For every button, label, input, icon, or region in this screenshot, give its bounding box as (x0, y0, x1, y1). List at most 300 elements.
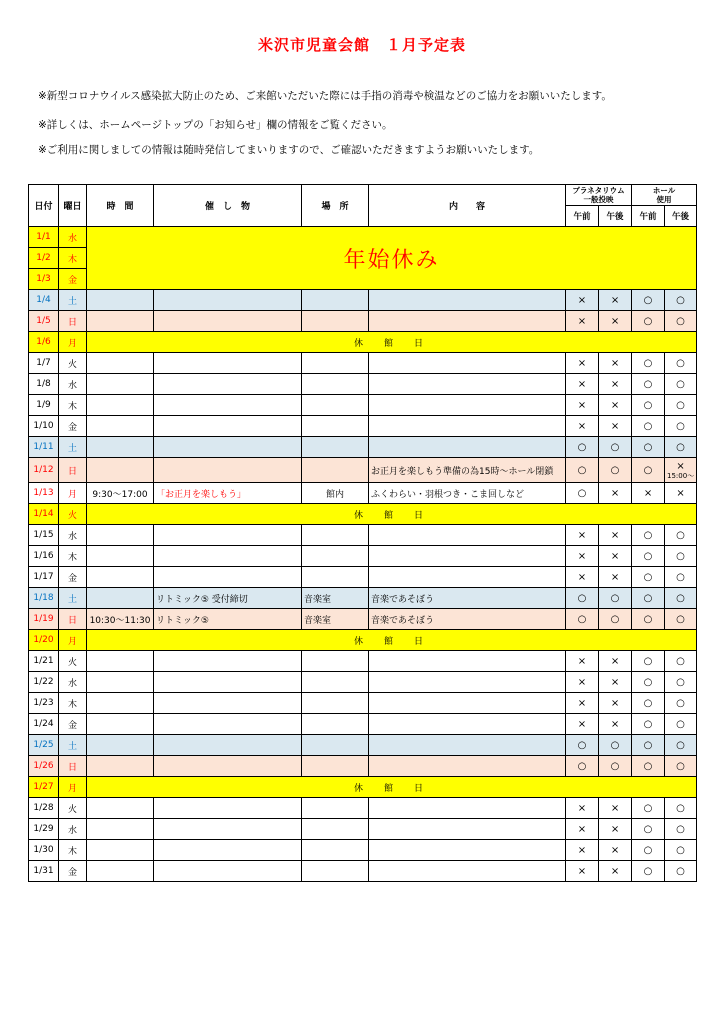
availability-mark (599, 840, 632, 861)
page-title: 米沢市児童会館 １月予定表 (257, 36, 466, 54)
availability-mark (665, 353, 697, 374)
row-time (87, 416, 154, 437)
table-row (29, 861, 697, 882)
availability-mark (665, 311, 697, 332)
availability-mark-value: ○ (610, 441, 620, 453)
row-event: リトミック⑤ 受付締切 (154, 588, 302, 609)
row-content (369, 567, 566, 588)
availability-mark (665, 693, 697, 714)
row-date: 1/26 (29, 756, 59, 777)
availability-mark (566, 735, 599, 756)
availability-mark (665, 798, 697, 819)
availability-mark-value: × (610, 655, 620, 667)
table-row (29, 777, 697, 798)
row-event: 「お正月を楽しもう」 (154, 483, 302, 504)
availability-mark (566, 374, 599, 395)
availability-mark-value: ○ (643, 315, 653, 327)
row-content (369, 437, 566, 458)
availability-mark (566, 651, 599, 672)
closed-day-label: 休 館 日 (87, 630, 697, 651)
availability-mark (566, 416, 599, 437)
header-weekday: 曜日 (59, 185, 87, 227)
availability-mark (566, 437, 599, 458)
row-content (369, 525, 566, 546)
row-content: 音楽であそぼう (369, 588, 566, 609)
row-content (369, 290, 566, 311)
row-date: 1/31 (29, 861, 59, 882)
header-hall-am: 午前 (632, 206, 665, 227)
row-time (87, 756, 154, 777)
availability-mark-value: × (577, 844, 587, 856)
row-date: 1/22 (29, 672, 59, 693)
row-place (302, 525, 369, 546)
availability-mark (599, 416, 632, 437)
availability-mark (665, 395, 697, 416)
row-content (369, 353, 566, 374)
availability-mark (632, 567, 665, 588)
availability-mark-value: ○ (676, 760, 685, 772)
row-time (87, 798, 154, 819)
availability-mark (632, 546, 665, 567)
table-row (29, 227, 697, 248)
table-row (29, 756, 697, 777)
table-row (29, 504, 697, 525)
availability-mark (632, 672, 665, 693)
availability-mark (599, 861, 632, 882)
availability-mark-value: ○ (610, 592, 620, 604)
row-date: 1/28 (29, 798, 59, 819)
availability-mark (599, 311, 632, 332)
row-time (87, 861, 154, 882)
row-event (154, 458, 302, 483)
row-weekday: 月 (59, 630, 87, 651)
availability-mark-value: ○ (643, 441, 653, 453)
availability-mark-value: ○ (643, 357, 653, 369)
availability-mark-value: ○ (676, 441, 685, 453)
table-row (29, 437, 697, 458)
availability-note: 15:00～ (667, 471, 695, 480)
row-content (369, 395, 566, 416)
table-row (29, 525, 697, 546)
availability-mark (566, 353, 599, 374)
availability-mark-value: ○ (610, 760, 620, 772)
row-date: 1/17 (29, 567, 59, 588)
row-place (302, 651, 369, 672)
row-weekday: 日 (59, 311, 87, 332)
row-date: 1/10 (29, 416, 59, 437)
availability-mark-value: ○ (643, 844, 653, 856)
availability-mark-value: × (643, 487, 653, 499)
row-place (302, 735, 369, 756)
availability-mark-value: × (577, 378, 587, 390)
row-time (87, 840, 154, 861)
availability-mark (632, 353, 665, 374)
availability-mark (632, 651, 665, 672)
row-date: 1/29 (29, 819, 59, 840)
row-weekday: 水 (59, 374, 87, 395)
table-row (29, 630, 697, 651)
table-row (29, 819, 697, 840)
row-weekday: 木 (59, 693, 87, 714)
availability-mark-value: ○ (577, 441, 587, 453)
row-date: 1/16 (29, 546, 59, 567)
row-weekday: 日 (59, 756, 87, 777)
availability-mark (599, 672, 632, 693)
row-time (87, 672, 154, 693)
row-content (369, 819, 566, 840)
row-event (154, 567, 302, 588)
table-row (29, 840, 697, 861)
availability-mark (566, 819, 599, 840)
availability-mark-value: ○ (643, 571, 653, 583)
table-row (29, 290, 697, 311)
availability-mark (566, 672, 599, 693)
availability-mark-value: ○ (643, 865, 653, 877)
availability-mark-value: × (610, 718, 620, 730)
row-content (369, 714, 566, 735)
row-weekday: 日 (59, 609, 87, 630)
availability-mark (665, 525, 697, 546)
row-date: 1/25 (29, 735, 59, 756)
row-date: 1/6 (29, 332, 59, 353)
row-weekday: 月 (59, 777, 87, 798)
row-content (369, 672, 566, 693)
row-event (154, 840, 302, 861)
row-event (154, 374, 302, 395)
availability-mark-value: ○ (577, 760, 587, 772)
row-weekday: 火 (59, 353, 87, 374)
availability-mark-value: ○ (643, 676, 653, 688)
availability-mark-value: × (676, 487, 685, 499)
row-weekday: 土 (59, 588, 87, 609)
row-weekday: 金 (59, 416, 87, 437)
availability-mark-value: × (577, 718, 587, 730)
availability-mark-value: ○ (676, 571, 685, 583)
row-content (369, 546, 566, 567)
availability-mark-value: × (577, 357, 587, 369)
schedule-table (28, 184, 697, 882)
availability-mark-value: ○ (676, 378, 685, 390)
availability-mark (566, 290, 599, 311)
availability-mark (665, 735, 697, 756)
availability-mark (665, 416, 697, 437)
table-row (29, 798, 697, 819)
row-event (154, 714, 302, 735)
availability-mark-value: ○ (676, 357, 685, 369)
availability-mark-value: × (610, 315, 620, 327)
row-place (302, 395, 369, 416)
row-date: 1/1 (29, 227, 59, 248)
availability-mark-value: × (610, 357, 620, 369)
availability-mark (599, 437, 632, 458)
availability-mark-value: ○ (676, 718, 685, 730)
row-weekday: 火 (59, 798, 87, 819)
availability-mark-value: × (577, 420, 587, 432)
availability-mark-value: × (610, 550, 620, 562)
table-row (29, 353, 697, 374)
availability-mark-value: × (610, 571, 620, 583)
row-date: 1/14 (29, 504, 59, 525)
row-event (154, 651, 302, 672)
availability-mark-value: × (610, 676, 620, 688)
row-content (369, 693, 566, 714)
availability-mark-value: × (610, 529, 620, 541)
row-place (302, 798, 369, 819)
row-content (369, 651, 566, 672)
availability-mark (599, 693, 632, 714)
row-date: 1/21 (29, 651, 59, 672)
availability-mark-value: × (610, 802, 620, 814)
row-weekday: 土 (59, 735, 87, 756)
availability-mark-value: ○ (577, 613, 587, 625)
availability-mark (632, 798, 665, 819)
availability-mark (599, 714, 632, 735)
table-row (29, 458, 697, 483)
availability-mark (599, 458, 632, 483)
availability-mark (632, 840, 665, 861)
row-time (87, 353, 154, 374)
availability-mark-value: ○ (643, 739, 653, 751)
table-row (29, 588, 697, 609)
table-row (29, 714, 697, 735)
row-weekday: 木 (59, 840, 87, 861)
row-date: 1/5 (29, 311, 59, 332)
availability-mark (566, 798, 599, 819)
availability-mark-value: ○ (676, 655, 685, 667)
availability-mark-value: × (610, 823, 620, 835)
availability-mark (566, 546, 599, 567)
availability-mark-value: × (610, 378, 620, 390)
availability-mark (599, 567, 632, 588)
row-weekday: 金 (59, 269, 87, 290)
schedule-body (29, 227, 697, 882)
availability-mark-value: × (610, 844, 620, 856)
availability-mark (665, 374, 697, 395)
row-content: お正月を楽しもう準備の為15時～ホール閉鎖 (369, 458, 566, 483)
availability-mark (632, 374, 665, 395)
row-place (302, 437, 369, 458)
availability-mark (632, 458, 665, 483)
availability-mark (566, 693, 599, 714)
row-date: 1/12 (29, 458, 59, 483)
availability-mark (665, 437, 697, 458)
availability-mark (599, 525, 632, 546)
row-weekday: 木 (59, 395, 87, 416)
row-weekday: 火 (59, 651, 87, 672)
row-content: 音楽であそぼう (369, 609, 566, 630)
availability-mark-value: × (577, 315, 587, 327)
availability-mark-value: ○ (676, 294, 685, 306)
availability-mark-value: × (610, 420, 620, 432)
header-planetarium-pm: 午後 (599, 206, 632, 227)
row-event (154, 525, 302, 546)
row-event (154, 395, 302, 416)
row-event: リトミック⑤ (154, 609, 302, 630)
availability-mark (566, 525, 599, 546)
notice-line: ※ご利用に関しましての情報は随時発信してまいりますので、ご確認いただきますようお願いいたします。 (38, 144, 540, 156)
row-date: 1/7 (29, 353, 59, 374)
availability-mark (665, 651, 697, 672)
row-weekday: 日 (59, 458, 87, 483)
row-time (87, 458, 154, 483)
header-time: 時 間 (87, 185, 154, 227)
row-content (369, 374, 566, 395)
header-content: 内 容 (369, 185, 566, 227)
row-time (87, 588, 154, 609)
row-event (154, 353, 302, 374)
row-date: 1/3 (29, 269, 59, 290)
availability-mark-value: ○ (676, 676, 685, 688)
row-event (154, 735, 302, 756)
header-event: 催 し 物 (154, 185, 302, 227)
availability-mark-value: ○ (577, 592, 587, 604)
availability-mark (632, 311, 665, 332)
availability-mark-value: ○ (676, 802, 685, 814)
header-hall: ホール 使用 (632, 185, 697, 206)
availability-mark-value: ○ (643, 294, 653, 306)
availability-mark-value: × (610, 487, 620, 499)
row-place (302, 819, 369, 840)
row-place (302, 374, 369, 395)
row-date: 1/13 (29, 483, 59, 504)
header-planetarium-am: 午前 (566, 206, 599, 227)
availability-mark (599, 651, 632, 672)
availability-mark-value: ○ (643, 592, 653, 604)
table-row (29, 735, 697, 756)
row-place (302, 840, 369, 861)
row-weekday: 火 (59, 504, 87, 525)
availability-mark (566, 483, 599, 504)
availability-mark-value: × (577, 529, 587, 541)
table-row (29, 672, 697, 693)
row-event (154, 437, 302, 458)
availability-mark-value: ○ (676, 529, 685, 541)
availability-mark (632, 483, 665, 504)
row-date: 1/11 (29, 437, 59, 458)
availability-mark (599, 798, 632, 819)
availability-mark-value: × (610, 399, 620, 411)
availability-mark-value: ○ (577, 739, 587, 751)
availability-mark (665, 458, 697, 483)
table-row (29, 395, 697, 416)
availability-mark-value: × (577, 399, 587, 411)
row-event (154, 311, 302, 332)
availability-mark-value: ○ (676, 550, 685, 562)
availability-mark (599, 483, 632, 504)
availability-mark (599, 546, 632, 567)
row-date: 1/23 (29, 693, 59, 714)
row-place (302, 861, 369, 882)
table-row (29, 546, 697, 567)
row-place (302, 546, 369, 567)
availability-mark (566, 714, 599, 735)
notice-line: ※詳しくは、ホームページトップの「お知らせ」欄の情報をご覧ください。 (38, 119, 393, 131)
new-year-holiday-label: 年始休み (87, 227, 697, 290)
availability-mark (632, 416, 665, 437)
row-time (87, 567, 154, 588)
row-place (302, 672, 369, 693)
availability-mark (599, 588, 632, 609)
availability-mark-value: ○ (676, 315, 685, 327)
availability-mark-value: ○ (610, 739, 620, 751)
row-weekday: 木 (59, 248, 87, 269)
availability-mark-value: ○ (610, 613, 620, 625)
row-weekday: 金 (59, 861, 87, 882)
availability-mark (665, 819, 697, 840)
availability-mark (599, 735, 632, 756)
row-place: 音楽室 (302, 609, 369, 630)
row-content: ふくわらい・羽根つき・こま回しなど (369, 483, 566, 504)
row-weekday: 木 (59, 546, 87, 567)
row-content (369, 861, 566, 882)
row-weekday: 金 (59, 567, 87, 588)
availability-mark-value: ○ (643, 399, 653, 411)
availability-mark (566, 588, 599, 609)
row-place (302, 416, 369, 437)
availability-mark (599, 609, 632, 630)
availability-mark-value: × (577, 802, 587, 814)
availability-mark (632, 693, 665, 714)
row-date: 1/15 (29, 525, 59, 546)
table-row (29, 567, 697, 588)
row-weekday: 水 (59, 525, 87, 546)
availability-mark-value: ○ (643, 655, 653, 667)
availability-mark (665, 290, 697, 311)
row-time (87, 311, 154, 332)
header-planetarium: プラネタリウム 一般投映 (566, 185, 632, 206)
row-date: 1/2 (29, 248, 59, 269)
availability-mark-value: ○ (643, 464, 653, 476)
row-event (154, 416, 302, 437)
availability-mark-value: × (610, 697, 620, 709)
row-place (302, 567, 369, 588)
availability-mark-value: ○ (676, 739, 685, 751)
availability-mark (599, 395, 632, 416)
availability-mark (566, 395, 599, 416)
availability-mark (665, 588, 697, 609)
availability-mark (566, 311, 599, 332)
closed-day-label: 休 館 日 (87, 504, 697, 525)
availability-mark (566, 756, 599, 777)
closed-day-label: 休 館 日 (87, 777, 697, 798)
header-hall-pm: 午後 (665, 206, 697, 227)
row-weekday: 金 (59, 714, 87, 735)
row-time (87, 290, 154, 311)
availability-mark (665, 483, 697, 504)
availability-mark-value: ○ (676, 420, 685, 432)
availability-mark (632, 609, 665, 630)
availability-mark-value: × (577, 655, 587, 667)
row-place (302, 458, 369, 483)
row-weekday: 水 (59, 672, 87, 693)
availability-mark-value: ○ (643, 613, 653, 625)
availability-mark-value: ○ (577, 464, 587, 476)
availability-mark (566, 567, 599, 588)
row-date: 1/30 (29, 840, 59, 861)
row-date: 1/20 (29, 630, 59, 651)
row-content (369, 756, 566, 777)
availability-mark (599, 819, 632, 840)
closed-day-label: 休 館 日 (87, 332, 697, 353)
availability-mark-value: ○ (676, 865, 685, 877)
row-time: 10:30～11:30 (87, 609, 154, 630)
availability-mark-value: × (577, 294, 587, 306)
row-time (87, 525, 154, 546)
row-weekday: 水 (59, 819, 87, 840)
row-event (154, 672, 302, 693)
availability-mark-value: × (577, 550, 587, 562)
availability-mark (566, 609, 599, 630)
